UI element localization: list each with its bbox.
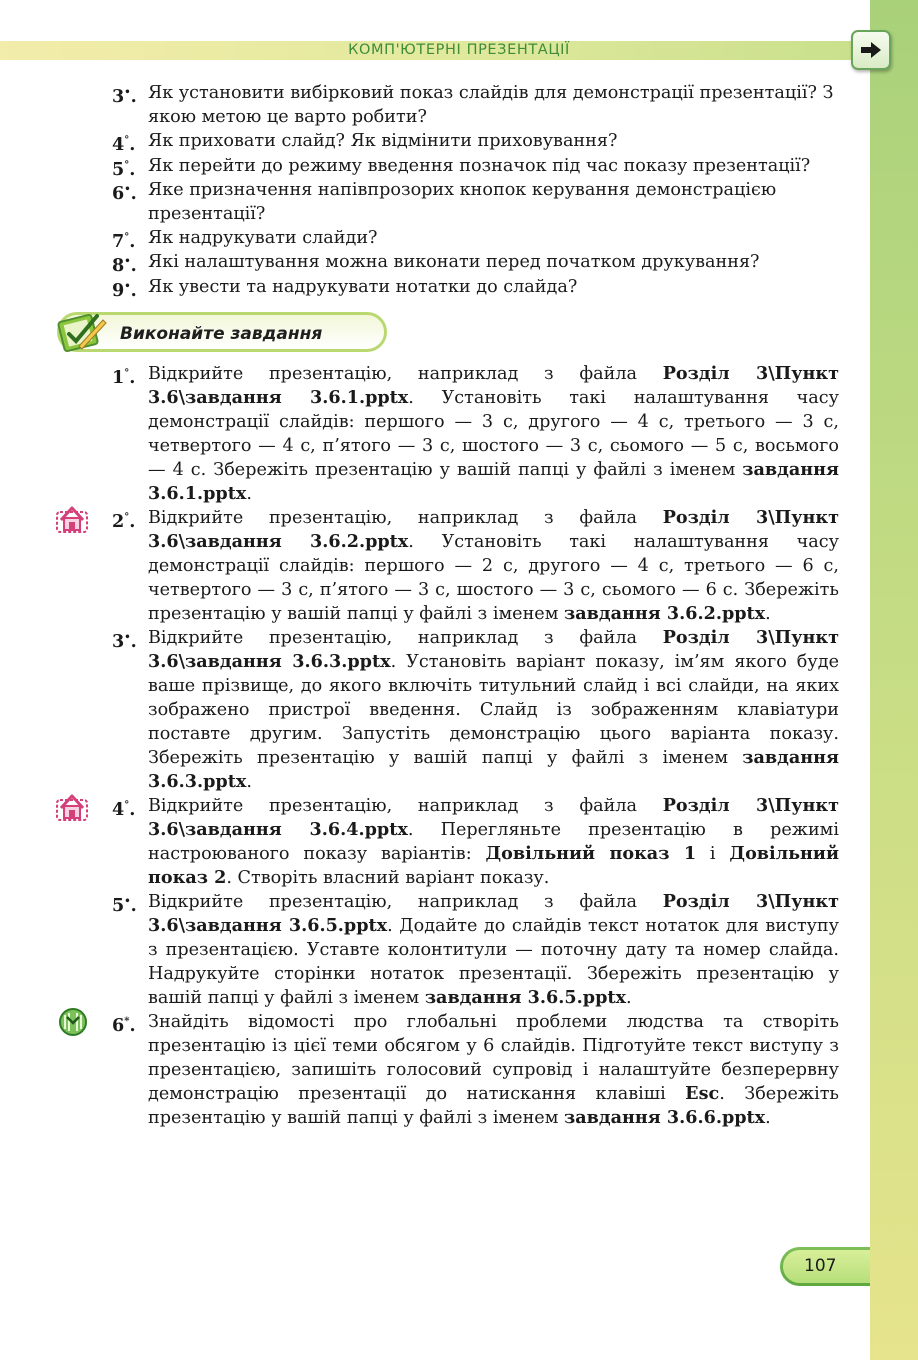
task-number: 4°.	[112, 799, 136, 820]
section-title: Виконайте завдання	[120, 324, 323, 344]
question-text: Як перейти до режиму введення позначок під час показу презентації?	[148, 155, 811, 176]
question-number: 5°.	[112, 158, 136, 180]
question-number: 9•.	[112, 279, 137, 301]
question-item	[112, 275, 839, 299]
task-number: 3•.	[112, 631, 137, 652]
question-number: 3•.	[112, 86, 137, 107]
task-number: 1°.	[112, 367, 136, 388]
running-header: КОМП'ЮТЕРНІ ПРЕЗЕНТАЦІЇ	[348, 42, 570, 58]
task-item	[112, 890, 839, 1010]
task-text: Відкрийте презентацію, наприклад з файла Розділ 3\Пункт 3.6\завдання 3.6.4.pptx. Перегляньте презентацію в режимі настроюваного показу варіантів: Довільний показ 1 і Довільний показ 2. Створіть власний варіант показу.	[148, 795, 840, 888]
task-number: 5•.	[112, 895, 137, 916]
question-item	[112, 81, 839, 129]
question-item	[112, 154, 839, 178]
question-item	[112, 129, 839, 156]
task-text: Знайдіть відомості про глобальні проблеми людства та створіть презентацію із цієї теми обсягом у 6 слайдів. Підготуйте текст виступу з презентацією, запишіть голосовий супровід і налаштуйте безперервну демонстрацію презентації до натискання клавіші Esc. Збережіть презентацію у вашій папці у файлі з іменем завдання 3.6.6.pptx.	[148, 1012, 840, 1128]
task-number: 6*.	[112, 1015, 136, 1036]
next-page-button[interactable]	[851, 30, 891, 70]
arrow-right-icon	[860, 40, 882, 60]
question-number: 4°.	[112, 134, 136, 156]
task-item	[112, 362, 839, 506]
home-task-icon	[55, 504, 89, 534]
task-item	[112, 1010, 839, 1130]
side-color-bar	[870, 0, 918, 1360]
question-text: Як надрукувати слайди?	[148, 228, 378, 249]
task-text: Відкрийте презентацію, наприклад з файла Розділ 3\Пункт 3.6\завдання 3.6.5.pptx. Додайте до слайдів текст нотаток для виступу з презентацією. Уставте колонтитули — поточну дату та номер слайда. Надрукуйте сторінки нотаток презентації. Збережіть презентацію у вашій папці у файлі з іменем завдання 3.6.5.pptx.	[148, 891, 840, 1008]
question-item	[112, 178, 839, 226]
task-text: Відкрийте презентацію, наприклад з файла Розділ 3\Пункт 3.6\завдання 3.6.2.pptx. Установіть такі налаштування часу демонстрації слайдів: першого — 2 с, другого — 4 с, третього — 6 с, четвертого — 3 с, п’ятого — 3 с, шостого — 3 с, сьомого — 6 с. Збережіть презентацію у вашій папці у файлі з іменем завдання 3.6.2.pptx.	[148, 507, 839, 624]
checklist-pencil-icon	[57, 310, 107, 354]
question-item	[112, 226, 839, 253]
page-number-badge	[780, 1247, 870, 1286]
task-text: Відкрийте презентацію, наприклад з файла Розділ 3\Пункт 3.6\завдання 3.6.1.pptx. Установіть такі налаштування часу демонстрації слайдів: першого — 3 с, другого — 4 с, третього — 3 с, четвертого — 4 с, п’ятого — 3 с, шостого — 3 с, сьомого — 5 с, восьмого — 4 с. Збережіть презентацію у вашій папці у файлі з іменем завдання 3.6.1.pptx.	[148, 363, 839, 504]
question-text: Як увести та надрукувати нотатки до слайда?	[148, 276, 578, 297]
question-number: 8•.	[112, 255, 137, 277]
question-text: Яке призначення напівпрозорих кнопок керування демонстрацією презентації?	[148, 179, 777, 225]
question-number: 6•.	[112, 182, 137, 204]
question-text: Які налаштування можна виконати перед початком друкування?	[148, 252, 760, 273]
task-text: Відкрийте презентацію, наприклад з файла Розділ 3\Пункт 3.6\завдання 3.6.3.pptx. Установіть варіант показу, ім’ям якого буде ваше прізвище, до якого включіть титульний слайд і всі слайди, на яких зображено пристрої введення. Слайд із зображенням клавіатури поставте другим. Запустіть демонстрацію цього варіанта показу. Збережіть презентацію у вашій папці у файлі з іменем завдання 3.6.3.pptx.	[148, 627, 839, 792]
globe-project-icon	[57, 1007, 91, 1037]
questions-list	[112, 81, 839, 299]
task-number: 2°.	[112, 511, 136, 532]
task-item	[112, 506, 839, 626]
tasks-list	[112, 362, 839, 1130]
question-text: Як приховати слайд? Як відмінити приховування?	[148, 131, 618, 152]
question-item	[112, 250, 839, 277]
task-item	[112, 794, 839, 890]
home-task-icon	[55, 792, 89, 822]
task-item	[112, 626, 839, 794]
question-text: Як установити вибірковий показ слайдів для демонстрації презентації? З якою метою це варто робити?	[148, 83, 834, 128]
question-number: 7°.	[112, 231, 136, 253]
page-number: 107	[804, 1256, 837, 1276]
